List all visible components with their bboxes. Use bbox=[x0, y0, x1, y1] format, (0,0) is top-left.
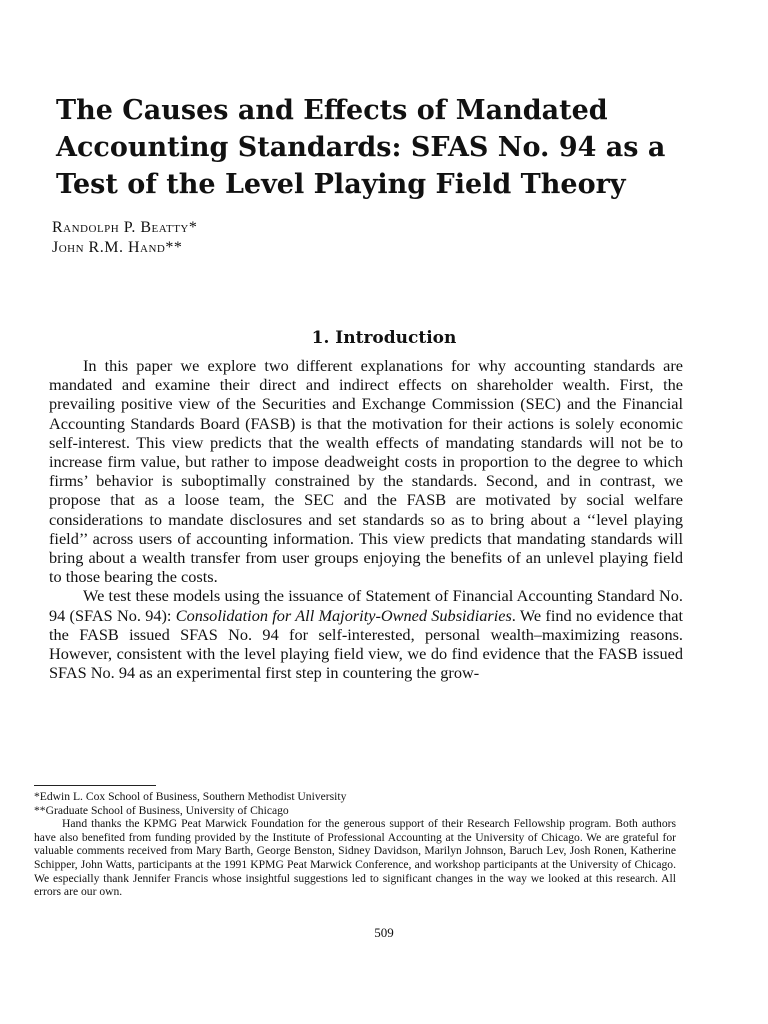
footnote-beatty-affiliation: *Edwin L. Cox School of Business, Southern Methodist University bbox=[34, 790, 347, 803]
title-line-1: The Causes and Effects of Mandated bbox=[56, 95, 608, 126]
paragraph-2-italic-title: Consolidation for All Majority-Owned Subsidiaries bbox=[175, 605, 512, 625]
footnote-divider bbox=[34, 785, 156, 786]
title-line-2: Accounting Standards: SFAS No. 94 as a bbox=[56, 132, 666, 163]
paragraph-2 bbox=[49, 586, 683, 682]
body-text bbox=[49, 356, 683, 682]
title-line-3: Test of the Level Playing Field Theory bbox=[56, 169, 626, 200]
paper-title bbox=[56, 92, 716, 203]
author-beatty: Randolph P. Beatty* bbox=[52, 219, 198, 236]
author-hand: John R.M. Hand** bbox=[52, 239, 183, 256]
footnote-acknowledgements: Hand thanks the KPMG Peat Marwick Foundation for the generous support of their Research Fellowship program. Both authors have also benefited from funding provided by the Institute of Professional Accounting at the University of Chicago. We are grateful for valuable comments received from Mary Barth, George Benston, Sidney Davidson, Marilyn Johnson, Baruch Lev, Josh Ronen, Katherine Schipper, John Watts, participants at the 1991 KPMG Peat Marwick Conference, and workshop participants at the University of Chicago. We especially thank Jennifer Francis whose insightful suggestions led to significant changes in the way we looked at this research. All errors are our own. bbox=[34, 817, 676, 899]
paragraph-2-text-end: . We find no evidence that the FASB issued SFAS No. 94 for self-interested, personal wealth–maximizing reasons. However, consistent with the level playing field view, we do find evidence that the FASB issued SFAS No. 94 as an experimental first step in countering the grow- bbox=[49, 605, 683, 683]
footnote-hand-affiliation: **Graduate School of Business, University of Chicago bbox=[34, 803, 289, 817]
page-number: 509 bbox=[374, 925, 394, 940]
footnotes bbox=[34, 790, 676, 899]
paragraph-1: In this paper we explore two different explanations for why accounting standards are mandated and examine their direct and indirect effects on shareholder wealth. First, the prevailing positive view of the Securities and Exchange Commission (SEC) and the Financial Accounting Standards Board (FASB) is that the motivation for their actions is solely economic self-interest. This view predicts that the wealth effects of mandating standards will not be to increase firm value, but rather to impose deadweight costs in proportion to the degree to which firms’ behavior is suboptimally constrained by the standards. Second, and in contrast, we propose that as a loose team, the SEC and the FASB are motivated by social welfare considerations to mandate disclosures and set standards so as to bring about a ‘‘level playing field’’ across users of accounting information. This view predicts that mandating standards will bring about a wealth transfer from user groups enjoying the benefits of an unlevel playing field to those bearing the costs. bbox=[49, 356, 683, 587]
paragraph-2-text-start: We test these models using the issuance of Statement of Financial Accounting Standard No. 94 (SFAS No. 94): bbox=[49, 586, 683, 625]
section-heading-introduction: 1. Introduction bbox=[311, 328, 457, 348]
author-list bbox=[52, 218, 197, 258]
